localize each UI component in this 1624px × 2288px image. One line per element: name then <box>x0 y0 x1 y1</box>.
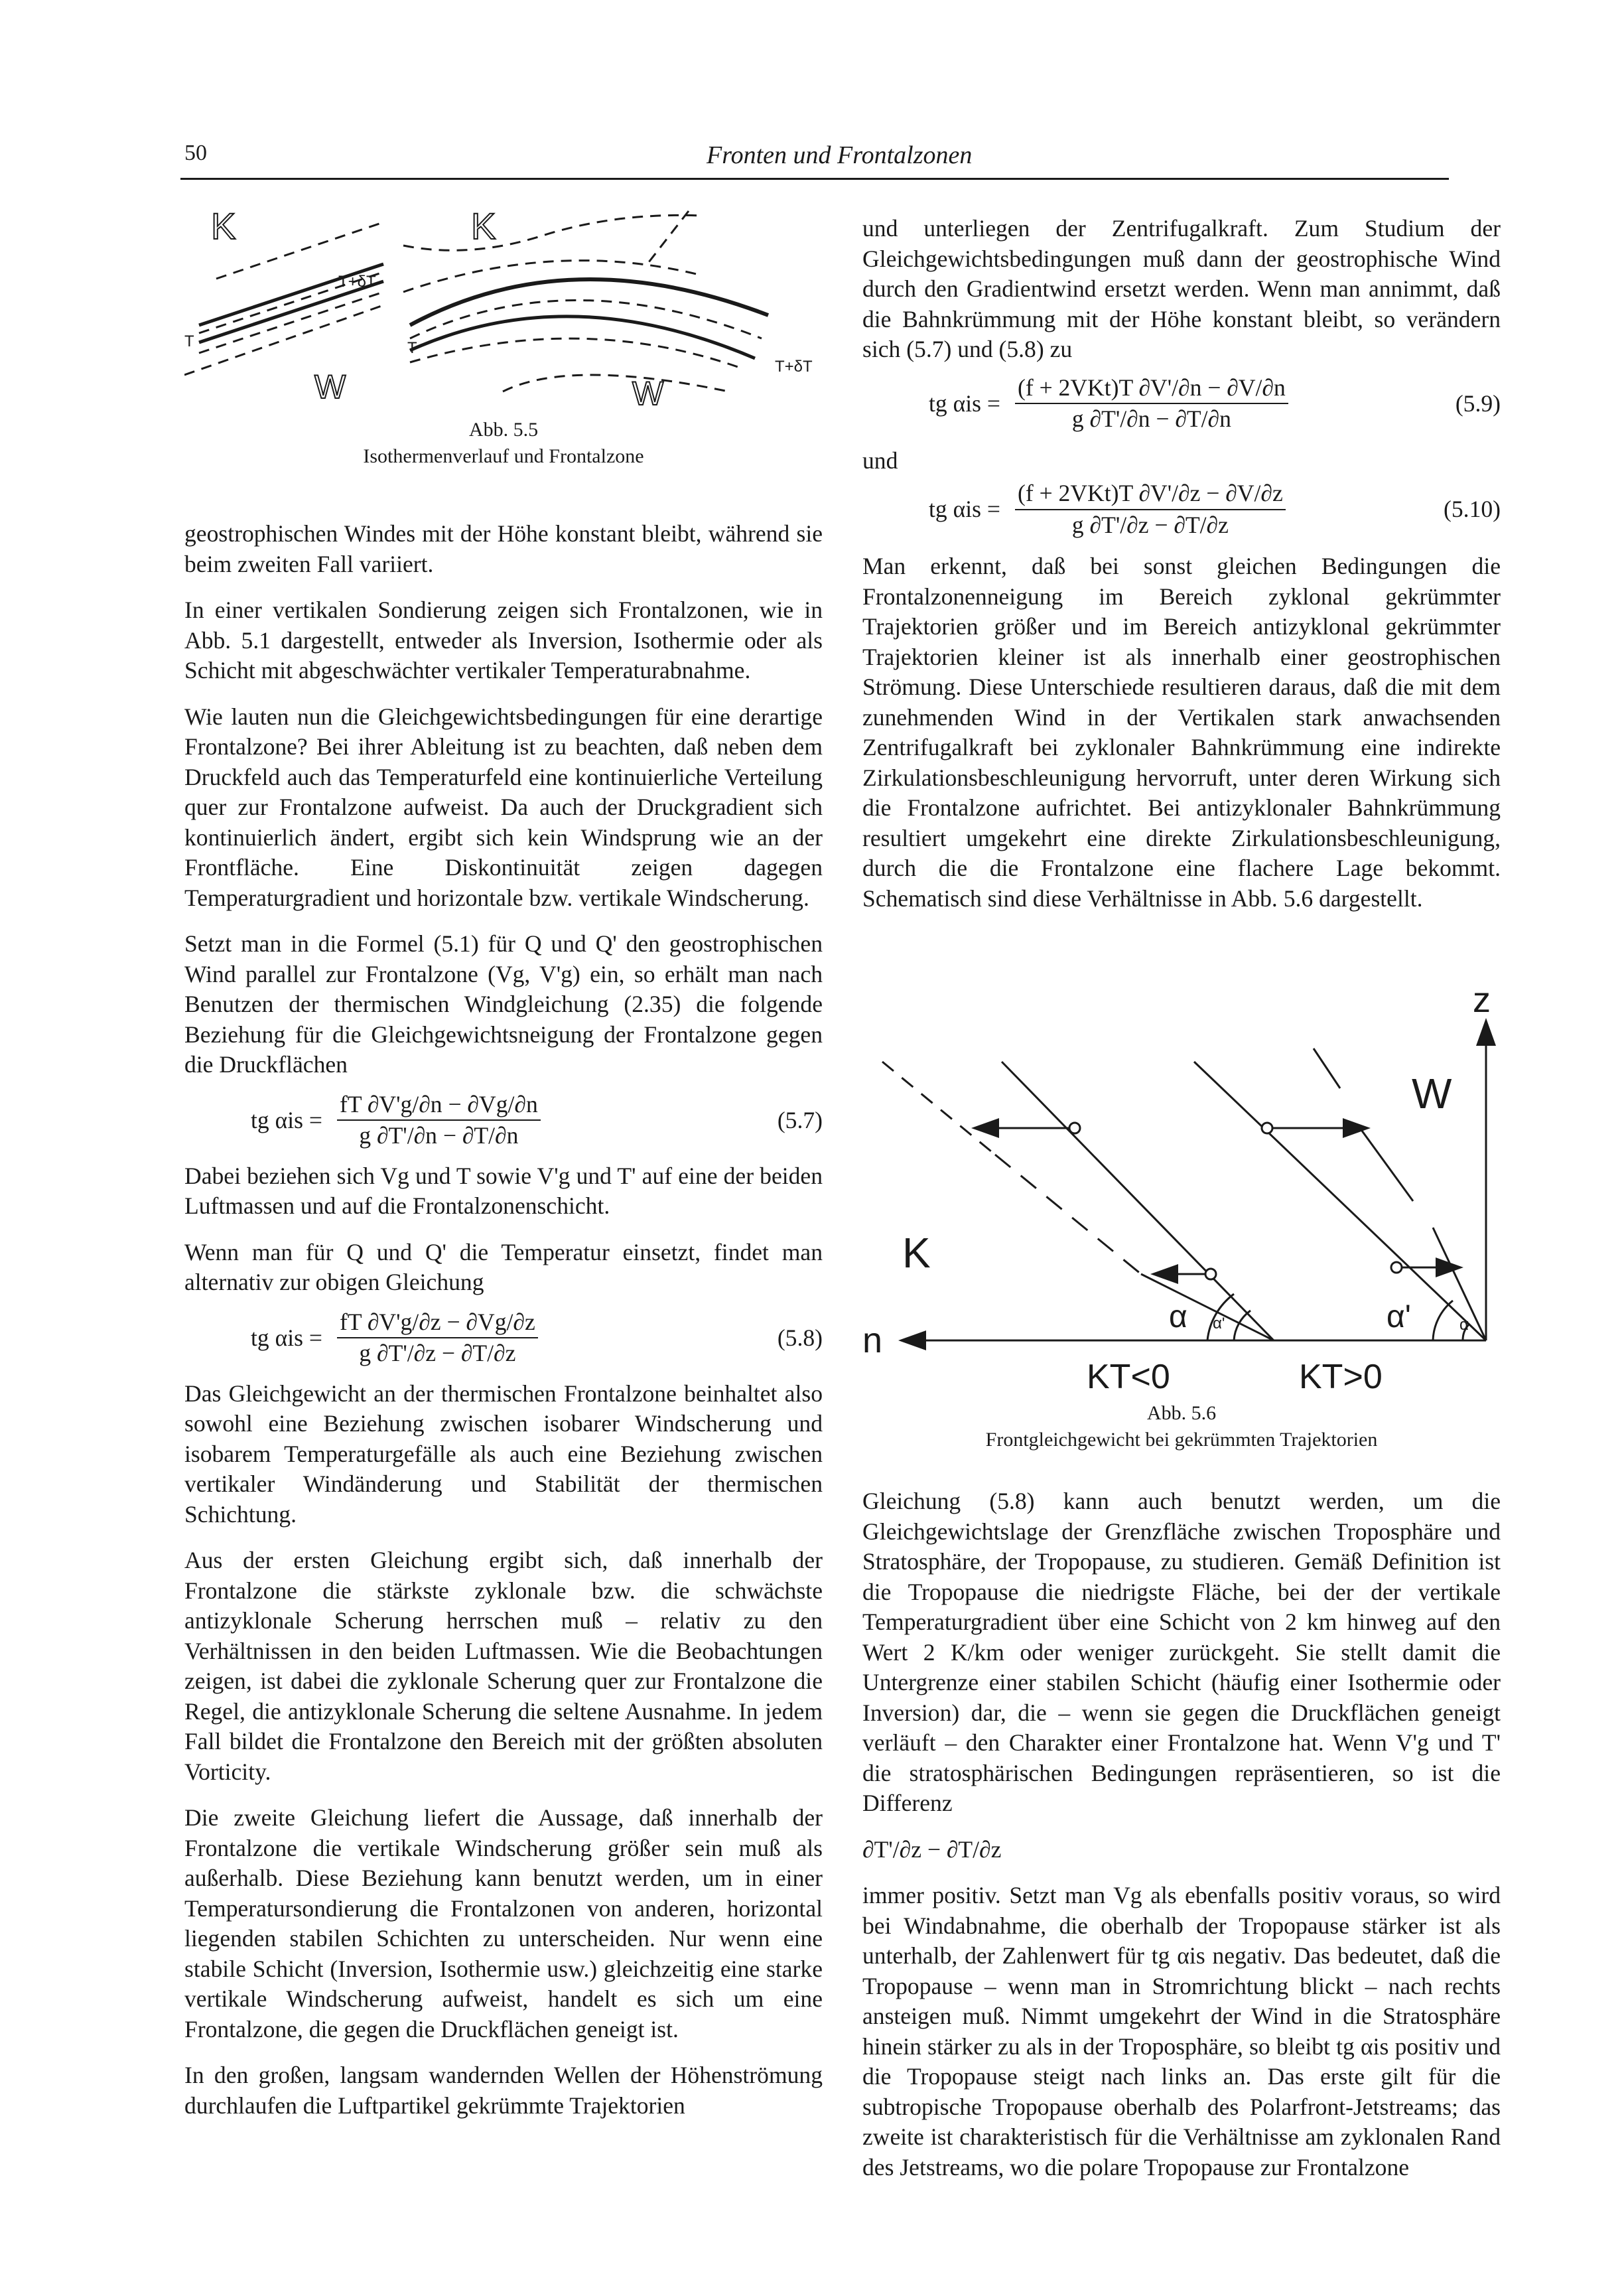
eq59-number: (5.9) <box>1455 390 1501 417</box>
left-paragraph-10: In den großen, langsam wandernden Wellen der Höhenströmung durchlaufen die Luftpartikel gekrümmte Trajektorien <box>184 2062 823 2119</box>
fig2-n-label: n <box>862 1321 883 1360</box>
left-column <box>184 519 823 2137</box>
fig2-k-label: K <box>902 1229 931 1277</box>
right-paragraph-4: immer positiv. Setzt man Vg als ebenfalls positiv voraus, so wird bei Windabnahme, die oberhalb der Tropopause stärker ist als unterhalb, der Zahlenwert für tg αis negativ. Das bedeutet, daß die Tropopause – wenn man in Stromrichtung blickt – nach rechts ansteigen muß. Nimmt umgekehrt der Wind in die Stratosphäre hinein stärker zu als in der Troposphäre, so bleibt tg αis positiv und die Tropopause steigt nach links an. Das erste gilt für die subtropische Tropopause oberhalb des Polarfront-Jetstreams; das zweite ist charakteristisch für die Verhältnisse am zyklonalen Rand des Jetstreams, wo die polare Tropopause zur Frontalzone <box>862 1882 1501 2181</box>
eq58-lhs: tg αis = <box>251 1324 322 1351</box>
fig1-tdt-left: T+δT <box>338 273 376 291</box>
eq57-numerator: fT ∂V'g/∂n − ∂Vg/∂n <box>340 1090 538 1117</box>
fig2-kt-negative: KT<0 <box>1087 1358 1170 1394</box>
left-paragraph-8: Aus der ersten Gleichung ergibt sich, daß innerhalb der Frontalzone die stärkste zyklonale bzw. die schwächste antizyklonale Scherung herrschen muß – relativ zu den Verhältnissen in den beiden Luftmassen. Wie die Beobachtungen zeigen, ist dabei die zyklonale Scherung quer zur Frontalzone die Regel, die antizyklonale Scherung die seltene Ausnahme. In jedem Fall bildet die Frontalzone den Bereich mit der größten absoluten Vorticity. <box>184 1547 823 1785</box>
right-paragraph-1: und unterliegen der Zentrifugalkraft. Zum Studium der Gleichgewichtsbedingungen muß dann der geostrophische Wind durch den Gradientwind ersetzt werden. Wenn man annimmt, daß die Bahnkrümmung mit der Höhe konstant bleibt, so verändern sich (5.7) und (5.8) zu <box>862 215 1501 362</box>
equation-5-8-row <box>184 1307 823 1379</box>
eq57-lhs: tg αis = <box>251 1106 322 1133</box>
equation-5-7-row <box>184 1090 823 1161</box>
fig1-tdt-right: T+δT <box>775 358 813 376</box>
eq57-number: (5.7) <box>777 1106 823 1133</box>
eq59-lhs: tg αis = <box>929 390 1000 417</box>
eq510-number: (5.10) <box>1444 496 1501 522</box>
left-paragraph-3: Wie lauten nun die Gleichgewichtsbedingungen für eine derartige Frontalzone? Bei ihrer Ableitung ist zu beachten, daß neben dem Druckfeld auch das Temperaturfeld eine kontinuierliche Verteilung quer zur Frontalzone aufweist. Da auch der Druckgradient sich kontinuierlich ändert, ergibt sich kein Windsprung wie an der Frontfläche. Eine Diskontinuität zeigen dagegen Temperaturgradient und horizontale bzw. vertikale Windscherung. <box>184 703 823 911</box>
right-panel-isotherms <box>403 211 768 392</box>
fig1-w-left: W <box>314 368 346 405</box>
fig2-alpha-prime-left: α' <box>1213 1315 1225 1332</box>
eq57-denominator: g ∂T'/∂n − ∂T/∂n <box>337 1119 541 1151</box>
fig2-kt-positive: KT>0 <box>1299 1358 1383 1394</box>
eq58-denominator: g ∂T'/∂z − ∂T/∂z <box>337 1337 538 1369</box>
right-paragraph-3: Gleichung (5.8) kann auch benutzt werden, um die Gleichgewichtslage der Grenzfläche zwischen Troposphäre und Stratosphäre, der Tropopause, zu studieren. Gemäß Definition ist die Tropopause die niedrigste Fläche, bei der der vertikale Temperaturgradient über eine Schicht von 2 km hinweg auf den Wert 2 K/km oder weniger zurückgeht. Sie stellt damit die Untergrenze einer stabilen Schicht (häufig einer Isothermie oder Inversion) dar, die – wenn sie gegen die Druckflächen geneigt verläuft – den Charakter einer Frontalzone hat. Wenn V'g und T' die stratosphärischen Bedingungen repräsentieren, so ist die Differenz <box>862 1488 1501 1816</box>
left-paragraph-5: Dabei beziehen sich Vg und T sowie V'g und T' auf eine der beiden Luftmassen und auf die Frontalzonenschicht. <box>184 1162 823 1219</box>
header-rule <box>180 178 1449 180</box>
figure1-caption <box>184 417 823 470</box>
fig1-t-right: T <box>407 339 417 357</box>
eq510-denominator: g ∂T'/∂z − ∂T/∂z <box>1015 509 1286 541</box>
eq58-fraction <box>337 1307 538 1369</box>
fig1-k-right: K <box>471 205 496 247</box>
right-column-lower <box>862 1486 1501 2198</box>
fig1-k-left: K <box>211 205 236 247</box>
right-column-upper <box>862 214 1501 930</box>
left-paragraph-2: In einer vertikalen Sondierung zeigen sich Frontalzonen, wie in Abb. 5.1 dargestellt, entweder als Inversion, Isothermie oder als Schicht mit abgeschwächter vertikaler Temperaturabnahme. <box>184 597 823 683</box>
figure2-label: Abb. 5.6 <box>1146 1402 1217 1424</box>
figure2-caption <box>862 1400 1501 1453</box>
figure-isotherms <box>184 199 823 418</box>
figure-front-equilibrium <box>862 975 1501 1394</box>
eq58-number: (5.8) <box>777 1324 823 1351</box>
page-number: 50 <box>184 141 207 165</box>
equation-5-9-row <box>862 373 1501 446</box>
fig2-alpha-left: α <box>1169 1299 1187 1334</box>
eq59-numerator: (f + 2VKt)T ∂V'/∂n − ∂V/∂n <box>1018 374 1286 401</box>
left-paragraph-1: geostrophischen Windes mit der Höhe konstant bleibt, während sie beim zweiten Fall variiert. <box>184 520 823 577</box>
left-paragraph-4: Setzt man in die Formel (5.1) für Q und Q' den geostrophischen Wind parallel zur Frontalzone (Vg, V'g) ein, so erhält man nach Benutzen der thermischen Windgleichung (2.35) die folgende Beziehung für die Gleichgewichtsneigung der Frontalzone gegen die Druckflächen <box>184 930 823 1078</box>
eq58-numerator: fT ∂V'g/∂z − ∂Vg/∂z <box>340 1308 535 1335</box>
fig1-t-left: T <box>184 332 194 350</box>
left-paragraph-9: Die zweite Gleichung liefert die Aussage, daß innerhalb der Frontalzone die vertikale Windscherung größer sein muß als außerhalb. Diese Beziehung kann benutzt werden, um in einer Temperatursondierung die Frontalzonen von anderen, horizontal liegenden stabilen Schichten zu unterscheiden. Nur wenn eine stabile Schicht (Inversion, Isothermie usw.) gleichzeitig eine starke vertikale Windscherung aufweist, handelt es sich um eine Frontalzone, die gegen die Druckflächen geneigt ist. <box>184 1804 823 2042</box>
equation-5-8 <box>184 1307 823 1374</box>
figure1-label: Abb. 5.5 <box>468 419 539 441</box>
fig2-alpha-prime-right: α' <box>1387 1299 1411 1334</box>
fig1-w-right: W <box>632 375 664 412</box>
equation-5-9 <box>862 373 1501 439</box>
eq57-fraction <box>337 1090 541 1151</box>
left-paragraph-6: Wenn man für Q und Q' die Temperatur einsetzt, findet man alternativ zur obigen Gleichung <box>184 1238 823 1295</box>
fig2-z-label: z <box>1473 980 1491 1020</box>
fig2-w-label: W <box>1412 1070 1452 1117</box>
left-paragraph-7: Das Gleichgewicht an der thermischen Frontalzone beinhaltet also sowohl eine Beziehung zwischen isobarer Windscherung und isobarem Temperaturgefälle als auch eine Beziehung zwischen vertikaler Windänderung und Stabilität der thermischen Schichtung. <box>184 1380 823 1528</box>
right-expression: ∂T'/∂z − ∂T/∂z <box>862 1835 1002 1863</box>
figure1-caption-text: Isothermenverlauf und Frontalzone <box>363 445 644 467</box>
equation-5-10 <box>862 478 1501 545</box>
eq510-lhs: tg αis = <box>929 496 1000 522</box>
eq510-numerator: (f + 2VKt)T ∂V'/∂z − ∂V/∂z <box>1018 480 1283 506</box>
running-title: Fronten und Frontalzonen <box>707 141 973 169</box>
right-paragraph-2: Man erkennt, daß bei sonst gleichen Bedingungen die Frontalzonenneigung im Bereich zyklonal gekrümmter Trajektorien größer und im Bereich antizyklonal gekrümmter Trajektorien kleiner ist als innerhalb einer geostrophischen Strömung. Diese Unterschiede resultieren daraus, daß die mit dem zunehmenden Wind in der Vertikalen stark anwachsenden Zentrifugalkraft bei zyklonaler Bahnkrümmung eine indirekte Zirkulationsbeschleunigung hervorruft, unter deren Wirkung sich die Frontalzone aufrichtet. Bei antizyklonaler Bahnkrümmung resultiert umgekehrt eine direkte Zirkulationsbeschleunigung, durch die die Frontalzone eine flachere Lage bekommt. Schematisch sind diese Verhältnisse in Abb. 5.6 dargestellt. <box>862 553 1501 912</box>
eq510-fraction <box>1015 478 1286 540</box>
equation-5-7 <box>184 1090 823 1156</box>
fig2-alpha-right: α <box>1459 1316 1469 1334</box>
equation-5-10-row <box>862 478 1501 551</box>
eq59-denominator: g ∂T'/∂n − ∂T/∂n <box>1015 403 1288 435</box>
figure2-caption-text: Frontgleichgewicht bei gekrümmten Trajektorien <box>985 1429 1378 1451</box>
eq59-fraction <box>1015 373 1288 435</box>
right-und: und <box>862 447 898 474</box>
